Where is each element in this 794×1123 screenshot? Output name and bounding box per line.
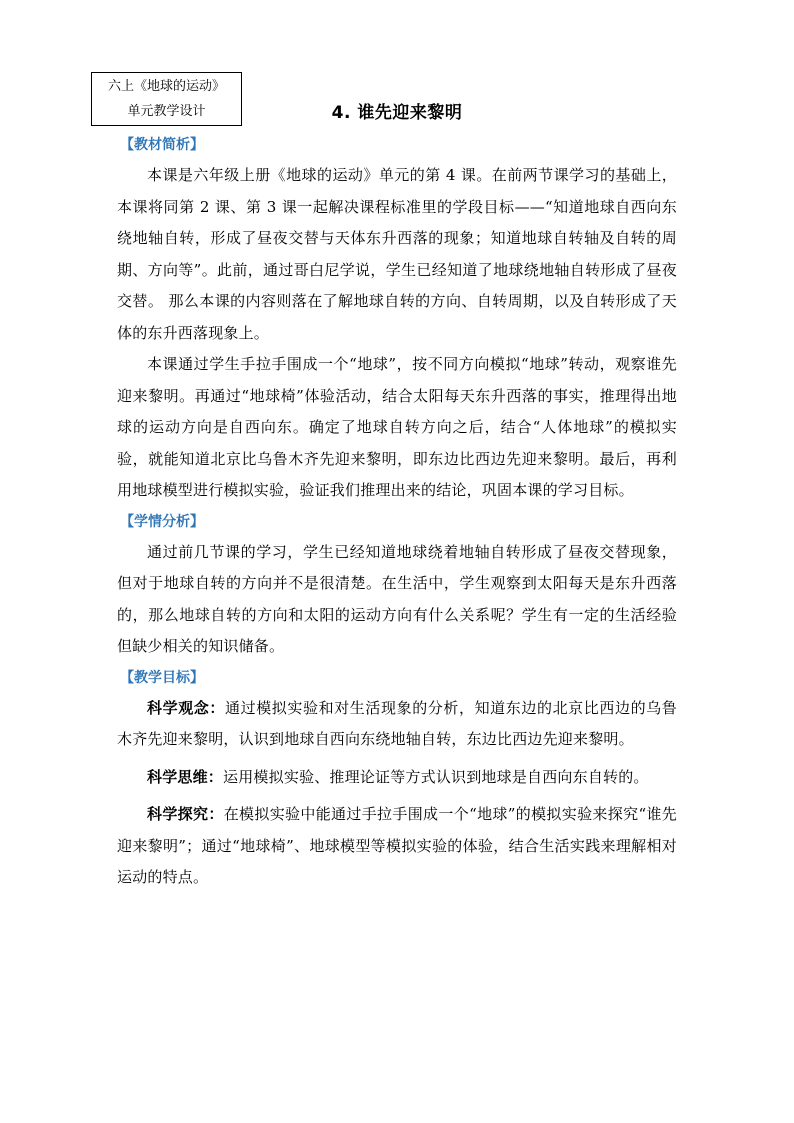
goal-science-inquiry-text: 在模拟实验中能通过手拉手围成一个“地球”的模拟实验来探究“谁先迎来黎明”；通过“地球椅”、地球模型等模拟实验的体验，结合生活实践来理解相对运动的特点。	[117, 805, 677, 886]
section-heading-teaching-goals: 【教学目标】	[120, 669, 204, 686]
textbook-analysis-paragraph-2: 本课通过学生手拉手围成一个“地球”，按不同方向模拟“地球”转动，观察谁先迎来黎明。再通过“地球椅”体验活动，结合太阳每天东升西落的事实，推理得出地球的运动方向是自西向东。确定了地球自转方向之后，结合“人体地球”的模拟实验，就能知道北京比乌鲁木齐先迎来黎明，即东边比西边先迎来黎明。最后，再利用地球模型进行模拟实验，验证我们推理出来的结论，巩固本课的学习目标。	[117, 355, 677, 499]
goal-science-thinking	[117, 762, 677, 794]
unit-label-line1: 六上《地球的运动》	[107, 79, 225, 94]
student-analysis-paragraph: 通过前几节课的学习，学生已经知道地球绕着地轴自转形成了昼夜交替现象，但对于地球自转的方向并不是很清楚。在生活中，学生观察到太阳每天是东升西落的，那么地球自转的方向和太阳的运动方向有什么关系呢？学生有一定的生活经验但缺少相关的知识储备。	[117, 542, 677, 655]
goal-science-thinking-text: 运用模拟实验、推理论证等方式认识到地球是自西向东自转的。	[223, 767, 649, 786]
goal-science-concept-text: 通过模拟实验和对生活现象的分析，知道东边的北京比西边的乌鲁木齐先迎来黎明，认识到地球自西向东绕地轴自转，东边比西边先迎来黎明。	[117, 698, 677, 748]
goal-science-inquiry-label: 科学探究：	[147, 805, 224, 823]
section-heading-textbook-analysis: 【教材简析】	[120, 137, 204, 153]
document-body	[117, 130, 677, 900]
goal-science-thinking-label: 科学思维：	[147, 767, 224, 786]
goal-science-concept	[117, 693, 677, 756]
lesson-title: 4. 谁先迎来黎明	[331, 103, 463, 123]
textbook-analysis-paragraph-1: 本课是六年级上册《地球的运动》单元的第 4 课。在前两节课学习的基础上，本课将同第 2 课、第 3 课一起解决课程标准里的学段目标——“知道地球自西向东绕地轴自转，形成了昼夜交替与天体东升西落的现象；知道地球自转轴及自转的周期、方向等”。此前，通过哥白尼学说，学生已经知道了地球绕地轴自转形成了昼夜交替。 那么本课的内容则落在了解地球自转的方向、自转周期，以及自转形成了天体的东升西落现象上。	[117, 166, 677, 342]
goal-science-inquiry	[117, 799, 677, 894]
goal-science-concept-label: 科学观念：	[147, 698, 225, 717]
section-heading-student-analysis: 【学情分析】	[120, 513, 204, 530]
unit-label-line2: 单元教学设计	[127, 104, 206, 119]
